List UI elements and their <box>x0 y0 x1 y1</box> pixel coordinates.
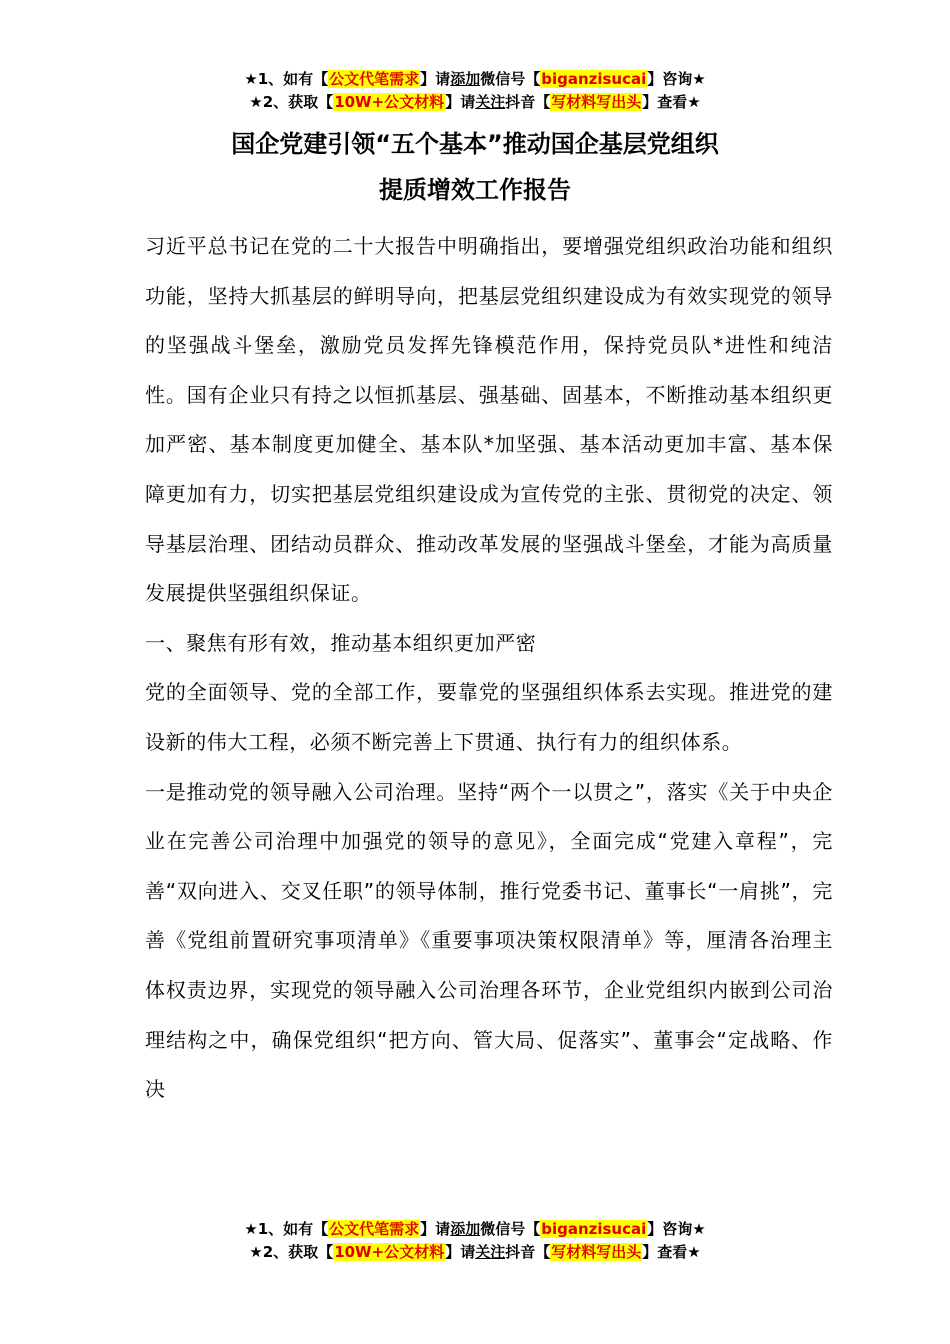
promo-text: 微信号【 <box>480 1220 541 1238</box>
promo-line-1 <box>0 68 950 91</box>
promo-footer <box>0 1218 950 1264</box>
promo-highlight-materials: 10W+公文材料 <box>334 93 445 111</box>
promo-text: 】咨询★ <box>647 70 706 88</box>
promo-text: 】咨询★ <box>647 1220 706 1238</box>
promo-underlined-text: 关注 <box>475 1243 506 1261</box>
document-title <box>0 124 950 216</box>
promo-text: ★2、获取【 <box>249 93 334 111</box>
paragraph-point-1: 一是推动党的领导融入公司治理。坚持“两个一以贯之”，落实《关于中央企业在完善公司治理中加强党的领导的意见》，全面完成“党建入章程”，完善“双向进入、交叉任职”的领导体制，推行党委书记、董事长“一肩挑”，完善《党组前置研究事项清单》《重要事项决策权限清单》等，厘清各治理主体权责边界，实现党的领导融入公司治理各环节，企业党组织内嵌到公司治理结构之中，确保党组织“把方向、管大局、促落实”、董事会“定战略、作决 <box>145 779 833 1102</box>
promo-underlined-text: 关注 <box>475 93 506 111</box>
promo-highlight-materials: 10W+公文材料 <box>334 1243 445 1261</box>
promo-text: 微信号【 <box>480 70 541 88</box>
promo-highlight-wechat-id: biganzisucai <box>541 1220 647 1238</box>
promo-line-2 <box>0 91 950 114</box>
section-heading-1: 一、聚焦有形有效，推动基本组织更加严密 <box>145 630 537 655</box>
promo-highlight-douyin-id: 写材料写出头 <box>551 1243 642 1261</box>
promo-highlight-douyin-id: 写材料写出头 <box>551 93 642 111</box>
promo-highlight-service: 公文代笔需求 <box>329 70 420 88</box>
promo-text: 】查看★ <box>642 93 701 111</box>
promo-text: 抖音【 <box>505 1243 551 1261</box>
promo-text: 】请 <box>420 1220 451 1238</box>
promo-text: 】请 <box>445 1243 476 1261</box>
promo-text: 】查看★ <box>642 1243 701 1261</box>
promo-text: 】请 <box>420 70 451 88</box>
promo-text: ★2、获取【 <box>249 1243 334 1261</box>
promo-highlight-service: 公文代笔需求 <box>329 1220 420 1238</box>
promo-underlined-text: 添加 <box>450 1220 481 1238</box>
paragraph-section-1: 党的全面领导、党的全部工作，要靠党的坚强组织体系去实现。推进党的建设新的伟大工程，必须不断完善上下贯通、执行有力的组织体系。 <box>145 680 833 754</box>
promo-highlight-wechat-id: biganzisucai <box>541 70 647 88</box>
promo-line-1 <box>0 1218 950 1241</box>
promo-text: ★1、如有【 <box>244 1220 329 1238</box>
promo-header <box>0 68 950 114</box>
paragraph-intro: 习近平总书记在党的二十大报告中明确指出，要增强党组织政治功能和组织功能，坚持大抓基层的鲜明导向，把基层党组织建设成为有效实现党的领导的坚强战斗堡垒，激励党员发挥先锋模范作用，保持党员队*进性和纯洁性。国有企业只有持之以恒抓基层、强基础、固基本，不断推动基本组织更加严密、基本制度更加健全、基本队*加坚强、基本活动更加丰富、基本保障更加有力，切实把基层党组织建设成为宣传党的主张、贯彻党的决定、领导基层治理、团结动员群众、推动改革发展的坚强战斗堡垒，才能为高质量发展提供坚强组织保证。 <box>145 234 833 606</box>
promo-underlined-text: 添加 <box>450 70 481 88</box>
title-line-2: 提质增效工作报告 <box>379 176 571 204</box>
promo-text: 】请 <box>445 93 476 111</box>
title-line-1: 国企党建引领“五个基本”推动国企基层党组织 <box>231 130 719 158</box>
promo-text: 抖音【 <box>505 93 551 111</box>
promo-line-2 <box>0 1241 950 1264</box>
promo-text: ★1、如有【 <box>244 70 329 88</box>
document-body <box>145 222 833 1115</box>
